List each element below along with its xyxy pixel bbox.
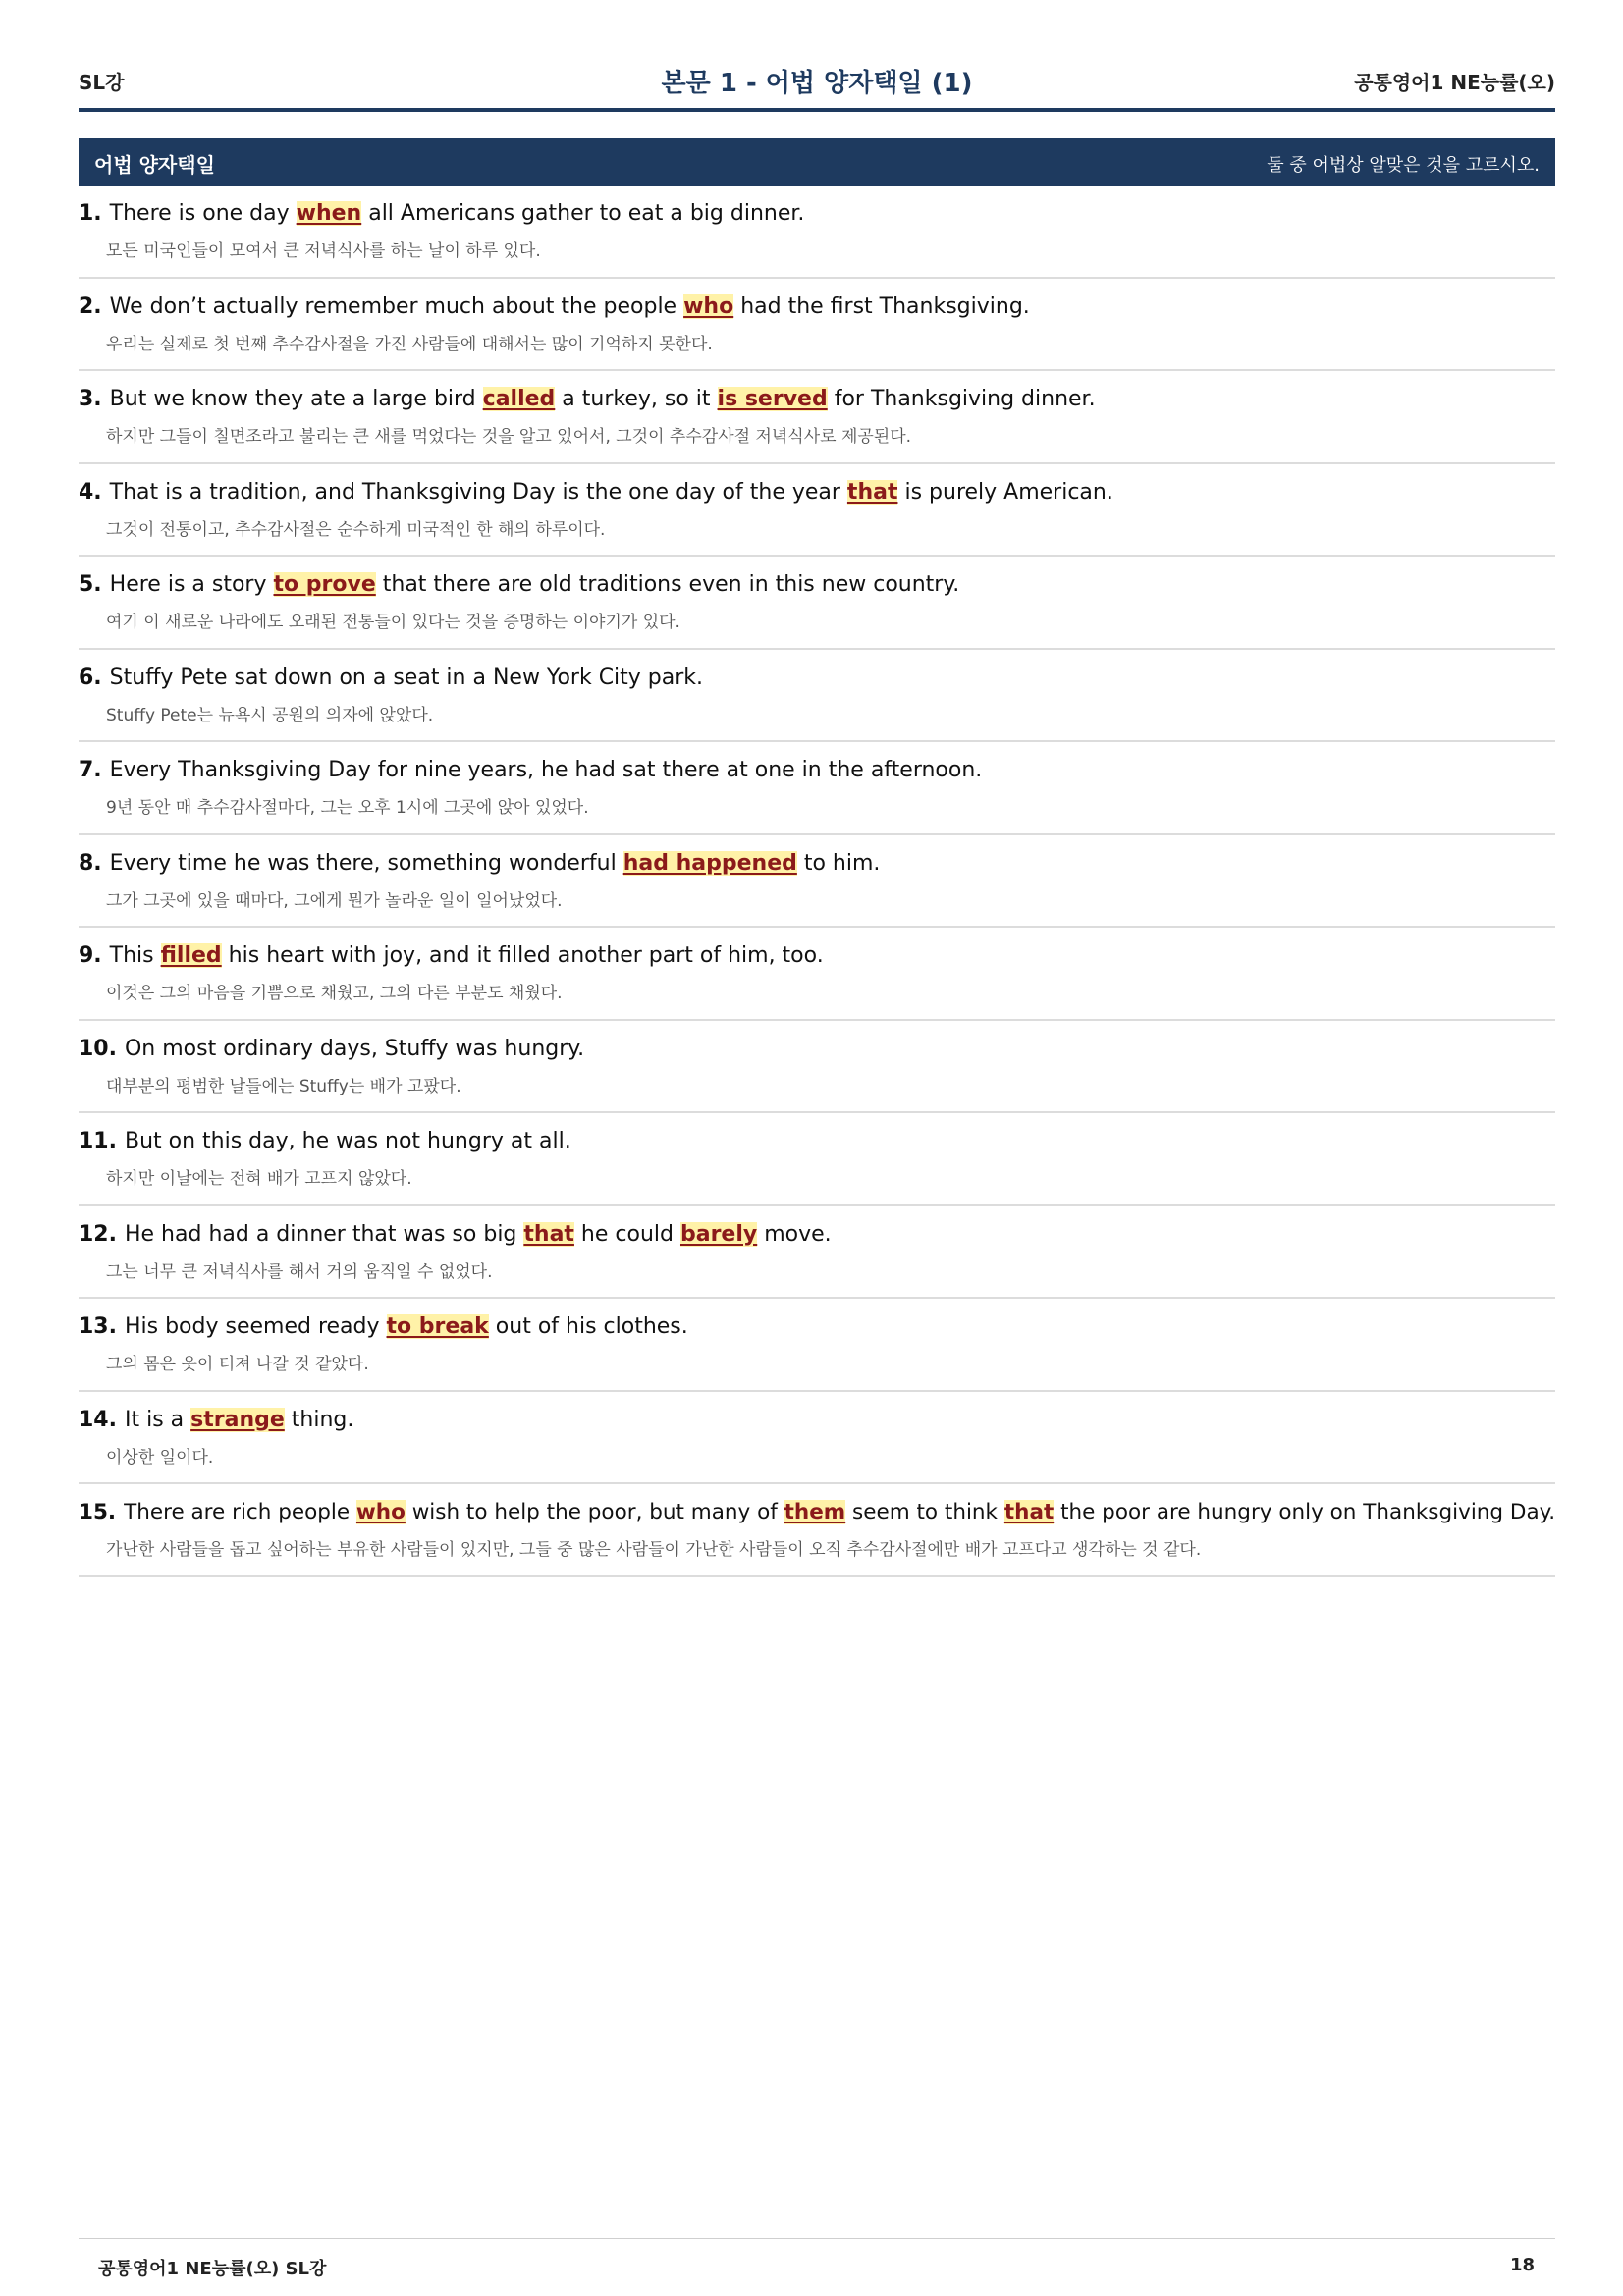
korean-translation: 그것이 전통이고, 추수감사절은 순수하게 미국적인 한 해의 하루이다.	[106, 519, 606, 540]
english-sentence	[79, 1500, 1555, 1524]
korean-translation: 하지만 그들이 칠면조라고 불리는 큰 새를 먹었다는 것을 알고 있어서, 그것이 추수감사절 저녁식사로 제공된다.	[106, 427, 912, 447]
korean-translation: 9년 동안 매 추수감사절마다, 그는 오후 1시에 그곳에 앉아 있었다.	[106, 798, 589, 818]
korean-translation: 모든 미국인들이 모여서 큰 저녁식사를 하는 날이 하루 있다.	[106, 241, 541, 261]
section-instruction: 둘 중 어법상 알맞은 것을 고르시오.	[1267, 155, 1540, 176]
page-number: 18	[1509, 2255, 1535, 2275]
sentence-text: But on this day, he was not hungry at all.	[124, 1129, 571, 1153]
sentence-text: Here is a story	[109, 572, 274, 597]
sentence-text: Stuffy Pete sat down on a seat in a New York City park.	[109, 665, 704, 690]
list-item	[79, 464, 1555, 558]
sentence-text: There is one day	[109, 201, 297, 226]
grammar-choice[interactable]: strange	[190, 1407, 285, 1432]
item-number: 15.	[79, 1500, 117, 1524]
sentence-text: the poor are hungry only on Thanksgiving Day.	[1054, 1500, 1556, 1524]
item-number: 3.	[79, 387, 102, 411]
footer-title: 공통영어1 NE능률(오) SL강	[98, 2259, 327, 2279]
grammar-choice[interactable]: that	[1003, 1500, 1055, 1524]
list-item	[79, 835, 1555, 929]
sentence-text: a turkey, so it	[555, 387, 718, 411]
grammar-choice[interactable]: to prove	[273, 572, 376, 597]
grammar-choice[interactable]: filled	[160, 943, 222, 968]
english-sentence	[79, 480, 1113, 505]
grammar-choice[interactable]: who	[355, 1500, 406, 1524]
sentence-text: to him.	[796, 850, 881, 876]
grammar-choice[interactable]: that	[523, 1221, 574, 1247]
sentence-text: his heart with joy, and it filled another part of him, too.	[221, 943, 824, 968]
english-sentence	[79, 851, 880, 876]
english-sentence	[79, 1129, 571, 1153]
english-sentence	[79, 572, 959, 597]
english-sentence	[79, 1408, 353, 1432]
sentence-text: There are rich people	[124, 1500, 356, 1524]
sentence-text: That is a tradition, and Thanksgiving Day is the one day of the year	[109, 479, 847, 505]
item-number: 11.	[79, 1129, 117, 1153]
sentence-text: But we know they ate a large bird	[109, 387, 483, 411]
sentence-text: out of his clothes.	[488, 1314, 688, 1339]
sentence-text: wish to help the poor, but many of	[405, 1500, 784, 1524]
korean-translation: 대부분의 평범한 날들에는 Stuffy는 배가 고팠다.	[106, 1076, 461, 1096]
english-sentence	[79, 294, 1030, 319]
korean-translation: 그의 몸은 옷이 터져 나갈 것 같았다.	[106, 1355, 369, 1374]
sentence-text: We don’t actually remember much about the people	[109, 294, 684, 319]
sentence-text: On most ordinary days, Stuffy was hungry.	[124, 1036, 585, 1061]
page-header	[79, 61, 1555, 112]
english-sentence	[79, 943, 824, 968]
item-number: 9.	[79, 943, 102, 968]
header-right: 공통영어1 NE능률(오)	[1354, 71, 1555, 94]
list-item	[79, 1021, 1555, 1114]
item-number: 5.	[79, 572, 102, 597]
footer-divider	[79, 2238, 1555, 2239]
list-item	[79, 371, 1555, 464]
korean-translation: 가난한 사람들을 돕고 싶어하는 부유한 사람들이 있지만, 그들 중 많은 사람들이 가난한 사람들이 오직 추수감사절에만 배가 고프다고 생각하는 것 같다.	[106, 1540, 1202, 1560]
english-sentence	[79, 1314, 688, 1339]
english-sentence	[79, 1222, 832, 1247]
list-item	[79, 279, 1555, 372]
grammar-choice[interactable]: that	[846, 479, 898, 505]
list-item	[79, 1484, 1555, 1577]
korean-translation: 하지만 이날에는 전혀 배가 고프지 않았다.	[106, 1169, 412, 1189]
english-sentence	[79, 666, 703, 690]
sentence-text: Every time he was there, something wonderful	[109, 850, 623, 876]
list-item	[79, 650, 1555, 743]
item-number: 13.	[79, 1314, 117, 1339]
sentence-text: move.	[757, 1221, 832, 1247]
item-number: 10.	[79, 1036, 117, 1061]
item-number: 1.	[79, 201, 102, 226]
english-sentence	[79, 758, 982, 782]
sentence-text: for Thanksgiving dinner.	[827, 387, 1096, 411]
sentence-text: seem to think	[845, 1500, 1004, 1524]
english-sentence	[79, 1037, 584, 1061]
list-item	[79, 1206, 1555, 1300]
item-number: 6.	[79, 665, 102, 690]
sentence-text: is purely American.	[897, 479, 1113, 505]
sentence-text: His body seemed ready	[124, 1314, 387, 1339]
grammar-choice[interactable]: when	[296, 201, 362, 226]
korean-translation: 이상한 일이다.	[106, 1447, 214, 1468]
english-sentence	[79, 201, 804, 226]
grammar-choice[interactable]: them	[784, 1500, 846, 1524]
item-list	[79, 186, 1555, 1577]
item-number: 2.	[79, 294, 102, 319]
sentence-text: It is a	[124, 1407, 191, 1432]
sentence-text: This	[109, 943, 161, 968]
grammar-choice[interactable]: called	[482, 387, 556, 411]
korean-translation: 그가 그곳에 있을 때마다, 그에게 뭔가 놀라운 일이 일어났었다.	[106, 890, 563, 911]
grammar-choice[interactable]: barely	[679, 1221, 758, 1247]
section-title: 어법 양자택일	[94, 153, 215, 177]
grammar-choice[interactable]: to break	[386, 1314, 489, 1339]
grammar-choice[interactable]: had happened	[622, 850, 797, 876]
sentence-text: Every Thanksgiving Day for nine years, he had sat there at one in the afternoon.	[109, 758, 983, 782]
list-item	[79, 557, 1555, 650]
list-item	[79, 1113, 1555, 1206]
list-item	[79, 928, 1555, 1021]
korean-translation: 우리는 실제로 첫 번째 추수감사절을 가진 사람들에 대해서는 많이 기억하지 못한다.	[106, 334, 713, 354]
grammar-choice[interactable]: who	[683, 294, 734, 319]
item-number: 8.	[79, 850, 102, 876]
list-item	[79, 1299, 1555, 1392]
section-bar	[79, 138, 1555, 186]
grammar-choice[interactable]: is served	[717, 387, 828, 411]
sentence-text: that there are old traditions even in this new country.	[375, 572, 960, 597]
item-number: 12.	[79, 1221, 117, 1247]
list-item	[79, 186, 1555, 279]
list-item	[79, 742, 1555, 835]
header-left: SL강	[79, 71, 125, 94]
item-number: 7.	[79, 758, 102, 782]
sentence-text: all Americans gather to eat a big dinner.	[361, 201, 805, 226]
sentence-text: he could	[573, 1221, 680, 1247]
sentence-text: thing.	[284, 1407, 354, 1432]
korean-translation: 이것은 그의 마음을 기쁨으로 채웠고, 그의 다른 부분도 채웠다.	[106, 984, 563, 1003]
sentence-text: had the first Thanksgiving.	[733, 294, 1030, 319]
item-number: 4.	[79, 479, 102, 505]
korean-translation: Stuffy Pete는 뉴욕시 공원의 의자에 앉았다.	[106, 705, 434, 725]
korean-translation: 그는 너무 큰 저녁식사를 해서 거의 움직일 수 없었다.	[106, 1261, 493, 1282]
page-title: 본문 1 - 어법 양자택일 (1)	[661, 69, 973, 98]
sentence-text: He had had a dinner that was so big	[124, 1221, 524, 1247]
list-item	[79, 1392, 1555, 1485]
english-sentence	[79, 387, 1096, 411]
korean-translation: 여기 이 새로운 나라에도 오래된 전통들이 있다는 것을 증명하는 이야기가 있다.	[106, 613, 680, 632]
item-number: 14.	[79, 1407, 117, 1432]
